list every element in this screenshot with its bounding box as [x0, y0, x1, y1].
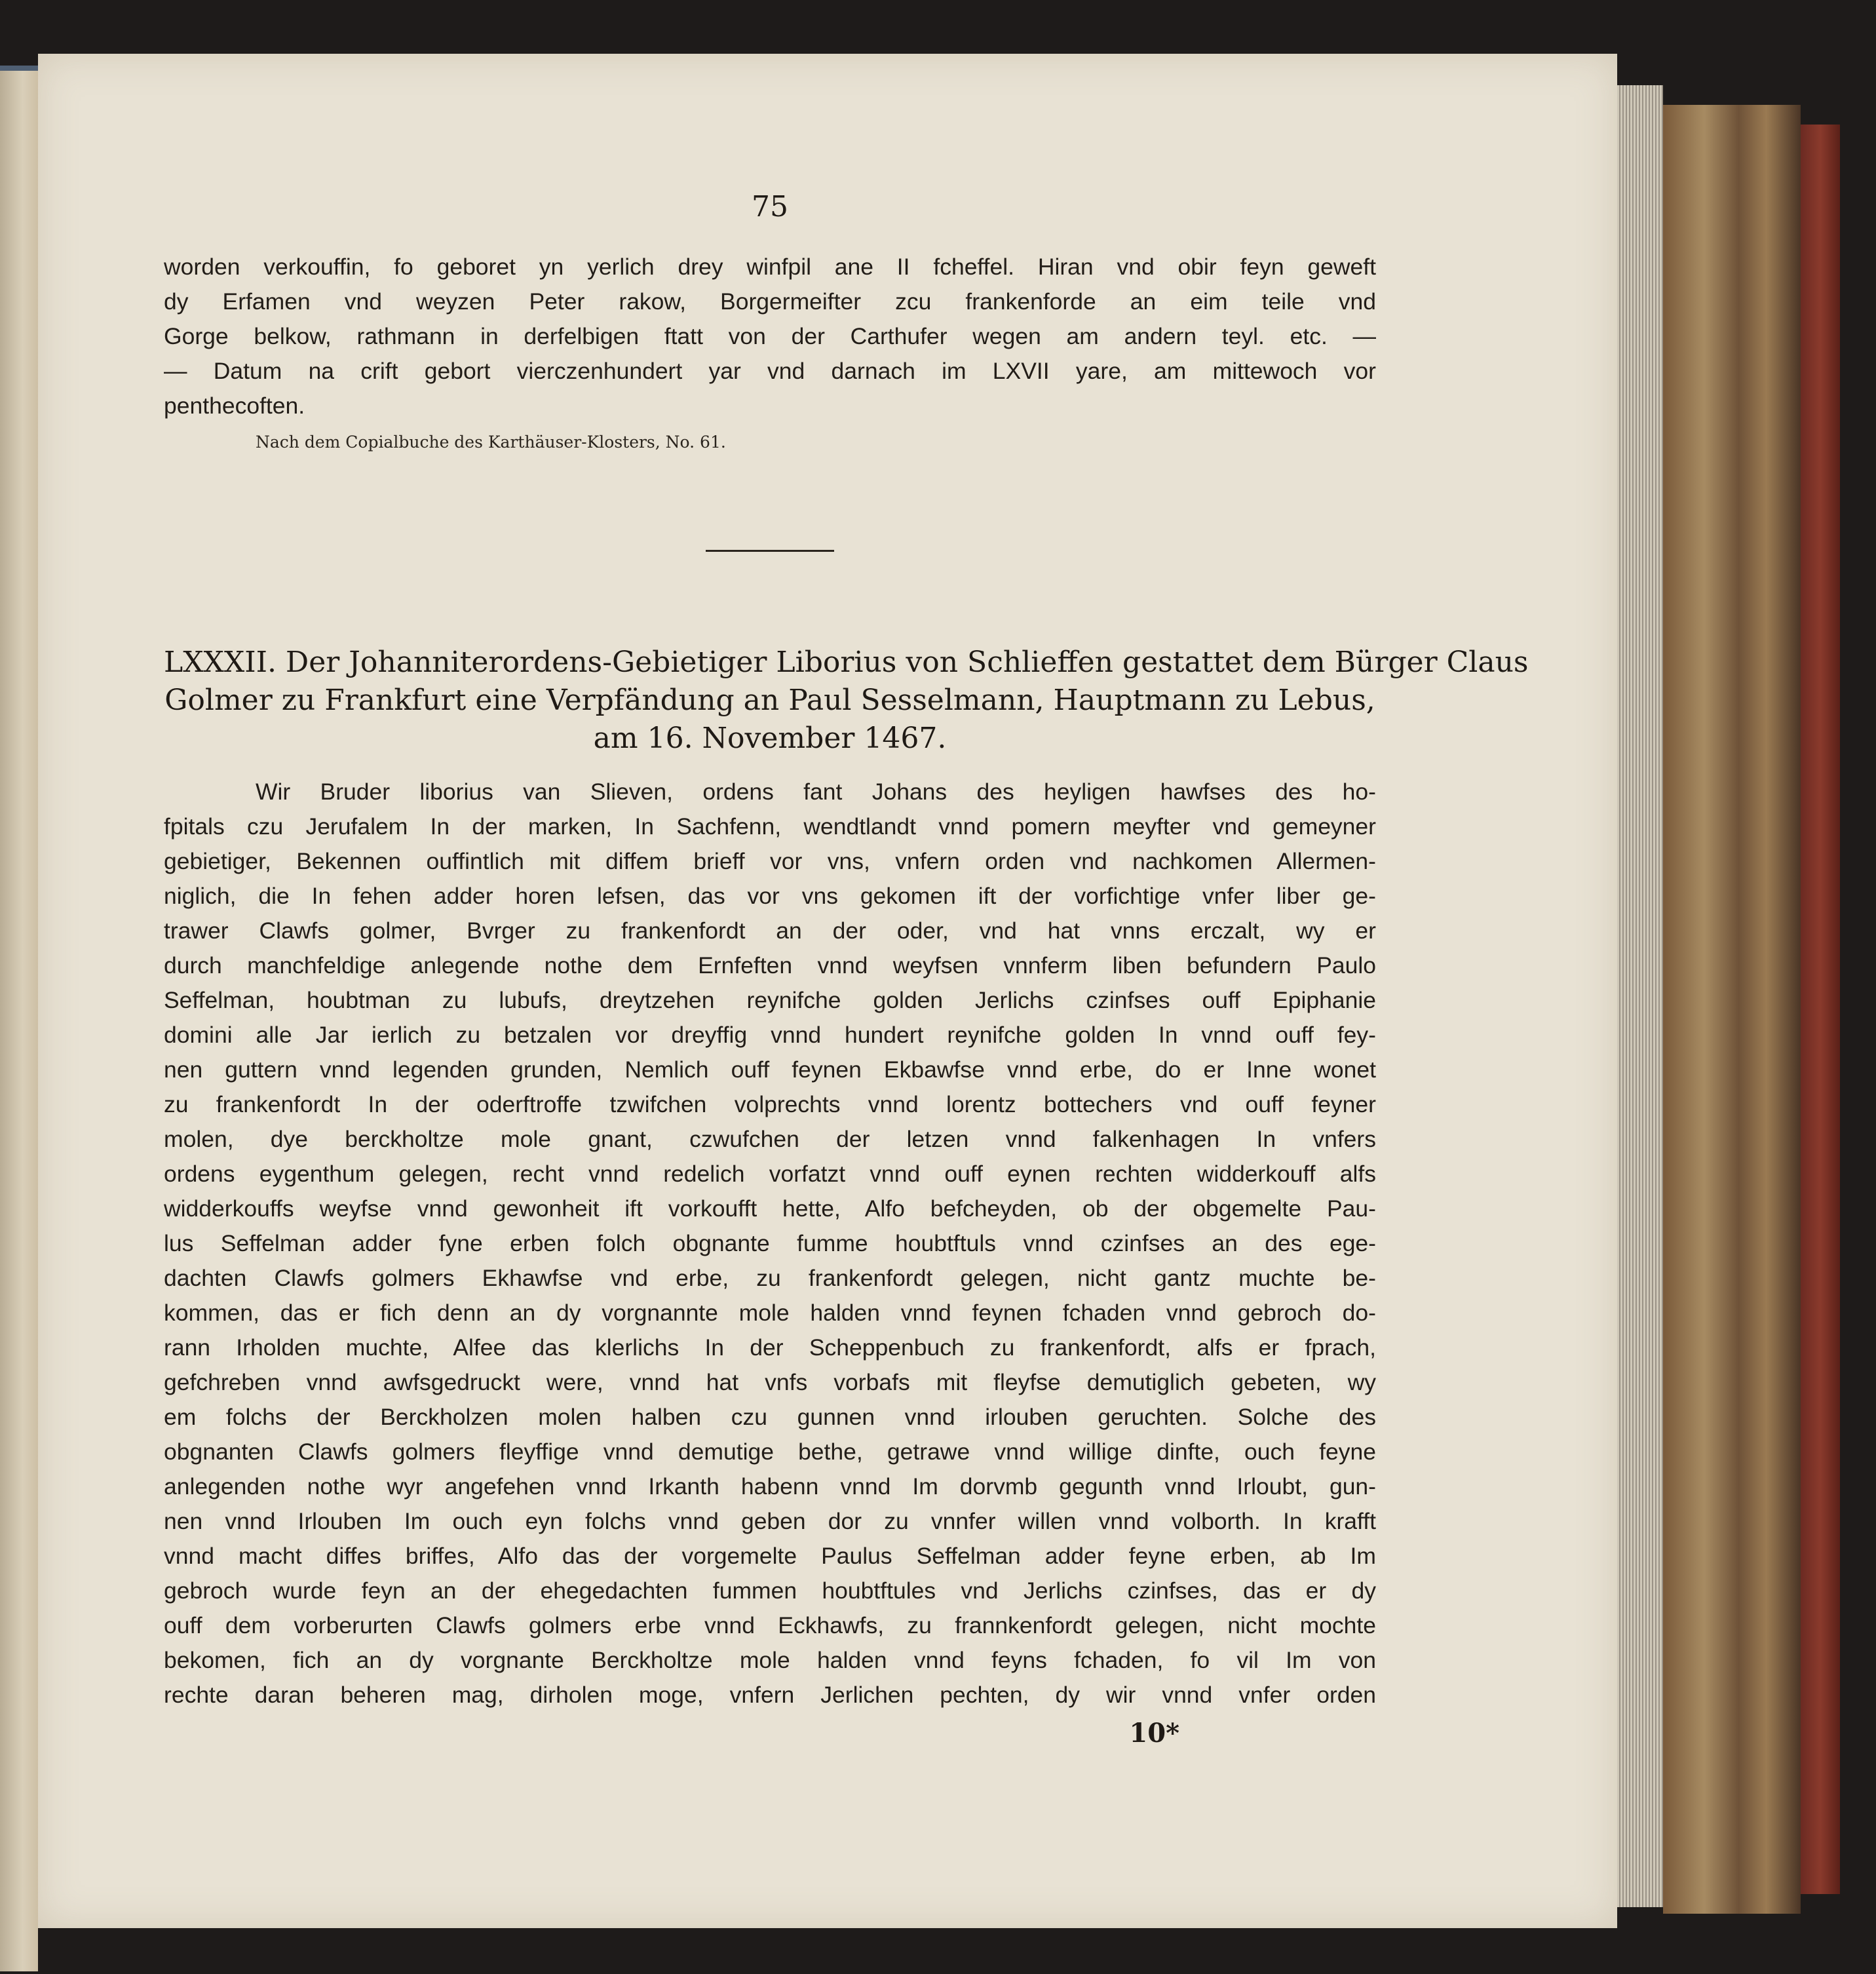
text-line: vnnd macht diffes briffes, Alfo das der vorgemelte Paulus Seffelman adder feyne erben, ab Im	[164, 1543, 1376, 1569]
source-note: Nach dem Copialbuche des Karthäuser-Klosters, No. 61.	[256, 433, 726, 452]
text-line: zu frankenfordt In der oderftroffe tzwifchen volprechts vnnd lorentz bottechers vnd ouff feyner	[164, 1091, 1376, 1117]
intro-paragraph	[164, 250, 1376, 423]
document-heading	[164, 644, 1529, 758]
left-page-edge	[0, 66, 38, 1971]
book-cover	[1663, 105, 1801, 1914]
section-divider	[706, 550, 834, 552]
page-content	[164, 170, 1529, 1749]
text-line: rechte daran beheren mag, dirholen moge, vnfern Jerlichen pechten, dy wir vnnd vnfer orden	[164, 1682, 1376, 1708]
text-line: Gorge belkow, rathmann in derfelbigen ftatt von der Carthufer wegen am andern teyl. etc. —	[164, 323, 1376, 349]
text-line: widderkouffs weyfse vnnd gewonheit ift vorkoufft hette, Alfo befcheyden, ob der obgemelte Pau-	[164, 1195, 1376, 1222]
text-line: lus Seffelman adder fyne erben folch obgnante fumme houbtftuls vnnd czinfses an des ege-	[164, 1230, 1376, 1256]
text-line: nen vnnd Irlouben Im ouch eyn folchs vnnd geben dor zu vnnfer willen vnnd volborth. In krafft	[164, 1508, 1376, 1534]
text-line: penthecoften.	[164, 393, 305, 419]
text-line: ordens eygenthum gelegen, recht vnnd redelich vorfatzt vnnd ouff eynen rechten widderkouff alfs	[164, 1161, 1376, 1187]
text-line: bekomen, fich an dy vorgnante Berckholtze mole halden vnnd feyns fchaden, fo vil Im von	[164, 1647, 1376, 1673]
text-line: trawer Clawfs golmer, Bvrger zu frankenfordt an der oder, vnd hat vnns erczalt, wy er	[164, 918, 1376, 944]
signature-mark: 10*	[1129, 1718, 1179, 1749]
text-line: worden verkouffin, fo geboret yn yerlich drey winfpil ane II fcheffel. Hiran vnd obir feyn geweft	[164, 254, 1376, 280]
text-line: niglich, die In fehen adder horen lefsen, das vor vns gekomen ift der vorfichtige vnfer liber ge-	[164, 883, 1376, 909]
text-line: gefchreben vnnd awfsgedruckt were, vnnd hat vnfs vorbafs mit fleyfse demutiglich gebeten, wy	[164, 1369, 1376, 1395]
text-line: durch manchfeldige anlegende nothe dem Ernfeften vnnd weyfsen vnnferm liben befundern Paulo	[164, 952, 1376, 978]
text-line: rann Irholden muchte, Alfee das klerlichs In der Scheppenbuch zu frankenfordt, alfs er fprach,	[164, 1334, 1376, 1361]
heading-line: LXXXII. Der Johanniterordens-Gebietiger Liborius von Schlieffen gestattet dem Bürger Claus	[164, 646, 1529, 679]
text-line: — Datum na crift gebort vierczenhundert yar vnd darnach im LXVII yare, am mittewoch vor	[164, 358, 1376, 384]
text-line: domini alle Jar ierlich zu betzalen vor dreyffig vnnd hundert reynifche golden In vnnd ouff fey-	[164, 1022, 1376, 1048]
text-line: anlegenden nothe wyr angefehen vnnd Irkanth habenn vnnd Im dorvmb gegunth vnnd Irloubt, gun-	[164, 1473, 1376, 1500]
text-line: ouff dem vorberurten Clawfs golmers erbe vnnd Eckhawfs, zu frannkenfordt gelegen, nicht mochte	[164, 1612, 1376, 1638]
text-line: gebroch wurde feyn an der ehegedachten fummen houbtftules vnd Jerlichs czinfses, das er dy	[164, 1577, 1376, 1604]
heading-line: am 16. November 1467.	[593, 722, 947, 755]
text-line: nen guttern vnnd legenden grunden, Nemlich ouff feynen Ekbawfse vnnd erbe, do er Inne wonet	[164, 1056, 1376, 1083]
text-line: obgnanten Clawfs golmers fleyffige vnnd demutige bethe, getrawe vnnd willige dinfte, ouch feyne	[164, 1439, 1376, 1465]
document-text	[164, 775, 1376, 1713]
text-line: Wir Bruder liborius van Slieven, ordens fant Johans des heyligen hawfses des ho-	[256, 779, 1376, 805]
text-line: gebietiger, Bekennen ouffintlich mit diffem brieff vor vns, vnfern orden vnd nachkomen Allermen-	[164, 848, 1376, 874]
text-line: molen, dye berckholtze mole gnant, czwufchen der letzen vnnd falkenhagen In vnfers	[164, 1126, 1376, 1152]
text-line: dachten Clawfs golmers Ekhawfse vnd erbe, zu frankenfordt gelegen, nicht gantz muchte be-	[164, 1265, 1376, 1291]
text-line: fpitals czu Jerufalem In der marken, In Sachfenn, wendtlandt vnnd pomern meyfter vnd gemeyner	[164, 813, 1376, 840]
text-line: kommen, das er fich denn an dy vorgnannte mole halden vnnd feynen fchaden vnnd gebroch do-	[164, 1300, 1376, 1326]
page-edges	[1617, 85, 1663, 1907]
book-spine	[1801, 125, 1840, 1894]
text-line: em folchs der Berckholzen molen halben czu gunnen vnnd irlouben geruchten. Solche des	[164, 1404, 1376, 1430]
text-line: Seffelman, houbtman zu lubufs, dreytzehen reynifche golden Jerlichs czinfses ouff Epiphanie	[164, 987, 1376, 1013]
heading-line: Golmer zu Frankfurt eine Verpfändung an Paul Sesselmann, Hauptmann zu Lebus,	[164, 684, 1375, 717]
text-line: dy Erfamen vnd weyzen Peter rakow, Borgermeifter zcu frankenforde an eim teile vnd	[164, 288, 1376, 315]
page-number: 75	[752, 190, 788, 223]
